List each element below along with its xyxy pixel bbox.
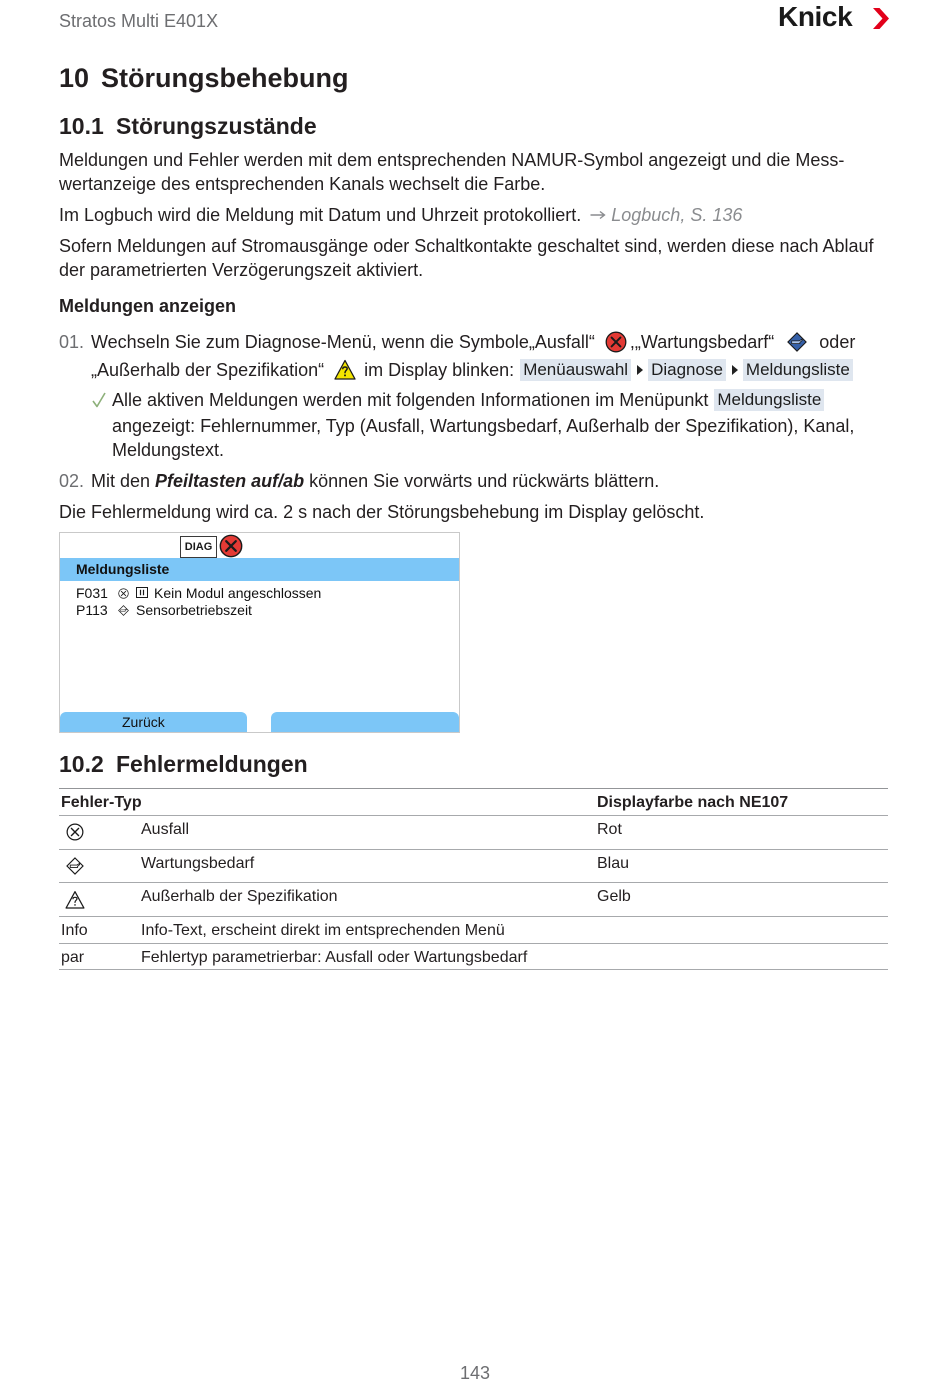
step-text: im Display blinken: <box>364 360 515 380</box>
step-number: 01. <box>59 332 85 352</box>
mode-label: DIAG <box>180 536 217 558</box>
message-code: P113 <box>76 602 108 618</box>
menu-path-item: Diagnose <box>648 359 726 381</box>
column-header: Fehler-Typ <box>61 794 142 811</box>
softkey-left <box>60 712 247 732</box>
table-row <box>59 917 888 944</box>
error-type: Ausfall <box>141 821 190 838</box>
paragraph-line: Sofern Meldungen auf Stromausgänge oder Schaltkontakte geschaltet sind, werden diese nach Ablauf <box>59 236 874 256</box>
out-of-spec-icon <box>334 359 356 381</box>
table-row <box>59 944 888 970</box>
paragraph-text: Im Logbuch wird die Meldung mit Datum und Uhrzeit protokolliert. <box>59 205 582 225</box>
failure-icon <box>219 534 243 558</box>
module-slot-icon <box>136 587 148 598</box>
table-header <box>59 788 888 816</box>
logo-text: Knick <box>778 1 853 32</box>
step-number: 02. <box>59 471 85 491</box>
error-type-label: Info <box>61 922 88 939</box>
page-number: 143 <box>459 1363 491 1383</box>
logbook-paragraph <box>59 203 742 227</box>
display-color: Gelb <box>597 888 631 905</box>
error-type: Außerhalb der Spezifikation <box>141 888 338 905</box>
error-type: Wartungsbedarf <box>141 855 255 872</box>
step-2-line <box>91 469 659 493</box>
failure-icon <box>66 823 84 841</box>
failure-icon <box>118 588 129 599</box>
brand-logo <box>778 0 890 32</box>
chapter-title: Störungsbehebung <box>101 63 349 93</box>
display-title-bar <box>60 558 459 581</box>
maintenance-icon <box>66 857 84 875</box>
column-header: Displayfarbe nach NE107 <box>597 794 789 811</box>
step-emphasis: Pfeiltasten auf/ab <box>155 471 305 491</box>
message-text: Sensorbetriebszeit <box>136 602 252 618</box>
section-title: Störungszustände <box>116 113 317 139</box>
device-display <box>59 532 460 733</box>
failure-icon <box>605 331 627 353</box>
step-1-line-2 <box>91 358 853 382</box>
step-text: ,„Wartungsbedarf“ <box>629 332 775 352</box>
error-type-label: par <box>61 949 85 966</box>
section-title: Fehlermeldungen <box>116 751 308 777</box>
result-text: Alle aktiven Meldungen werden mit folgenden Informationen im Menüpunkt <box>112 390 709 410</box>
table-row <box>59 816 888 850</box>
chevron-right-icon <box>873 8 889 29</box>
menu-path-item: Meldungsliste <box>714 389 824 411</box>
section-number: 10.1 <box>59 113 104 139</box>
message-row <box>60 602 459 619</box>
breadcrumb-arrow-icon <box>732 365 738 375</box>
result-line-1 <box>112 388 824 412</box>
softkey-right <box>271 712 459 732</box>
step-1-line-1 <box>91 330 855 354</box>
menu-path-item: Meldungsliste <box>743 359 853 381</box>
message-text: Kein Modul angeschlossen <box>154 585 322 601</box>
step-text: Mit den <box>91 471 151 491</box>
out-of-spec-icon <box>65 890 85 910</box>
breadcrumb-arrow-icon <box>637 365 643 375</box>
display-color: Blau <box>597 855 630 872</box>
paragraph-line: wertanzeige des entsprechenden Kanals wechselt die Farbe. <box>59 174 546 194</box>
message-code: F031 <box>76 585 108 601</box>
step-text: können Sie vorwärts und rückwärts blättern. <box>309 471 660 491</box>
step-text: „Außerhalb der Spezifikation“ <box>91 360 325 380</box>
display-title: Meldungsliste <box>76 561 170 577</box>
step-text: oder <box>819 332 856 352</box>
maintenance-icon <box>118 605 129 616</box>
result-text: angezeigt: Fehlernummer, Typ (Ausfall, Wartungsbedarf, Außerhalb der Spezifikation), Kanal, <box>112 416 855 436</box>
softkey-label: Zurück <box>122 714 165 730</box>
display-color: Rot <box>597 821 622 838</box>
menu-path-item: Menüauswahl <box>520 359 631 381</box>
section-number: 10.2 <box>59 751 104 777</box>
paragraph-line: Meldungen und Fehler werden mit dem entsprechenden NAMUR-Symbol angezeigt und die Mess- <box>59 150 845 170</box>
product-name: Stratos Multi E401X <box>59 11 219 31</box>
arrow-right-icon <box>590 210 606 220</box>
table-row <box>59 850 888 883</box>
logbook-link[interactable]: Logbuch, S. 136 <box>611 205 743 225</box>
table-row <box>59 883 888 917</box>
result-text: Meldungstext. <box>112 440 225 460</box>
maintenance-icon <box>787 332 807 352</box>
subheading: Meldungen anzeigen <box>59 296 237 316</box>
step-text: Wechseln Sie zum Diagnose-Menü, wenn die Symbole„Ausfall“ <box>91 332 595 352</box>
note-text: Die Fehlermeldung wird ca. 2 s nach der Störungsbehebung im Display gelöscht. <box>59 502 705 522</box>
error-type: Info-Text, erscheint direkt im entsprechenden Menü <box>141 922 505 939</box>
checkmark-icon <box>92 392 106 408</box>
message-row <box>60 585 459 602</box>
paragraph-line: der parametrierten Verzögerungszeit aktiviert. <box>59 260 424 280</box>
chapter-number: 10 <box>59 63 90 93</box>
error-type: Fehlertyp parametrierbar: Ausfall oder Wartungsbedarf <box>141 949 528 966</box>
